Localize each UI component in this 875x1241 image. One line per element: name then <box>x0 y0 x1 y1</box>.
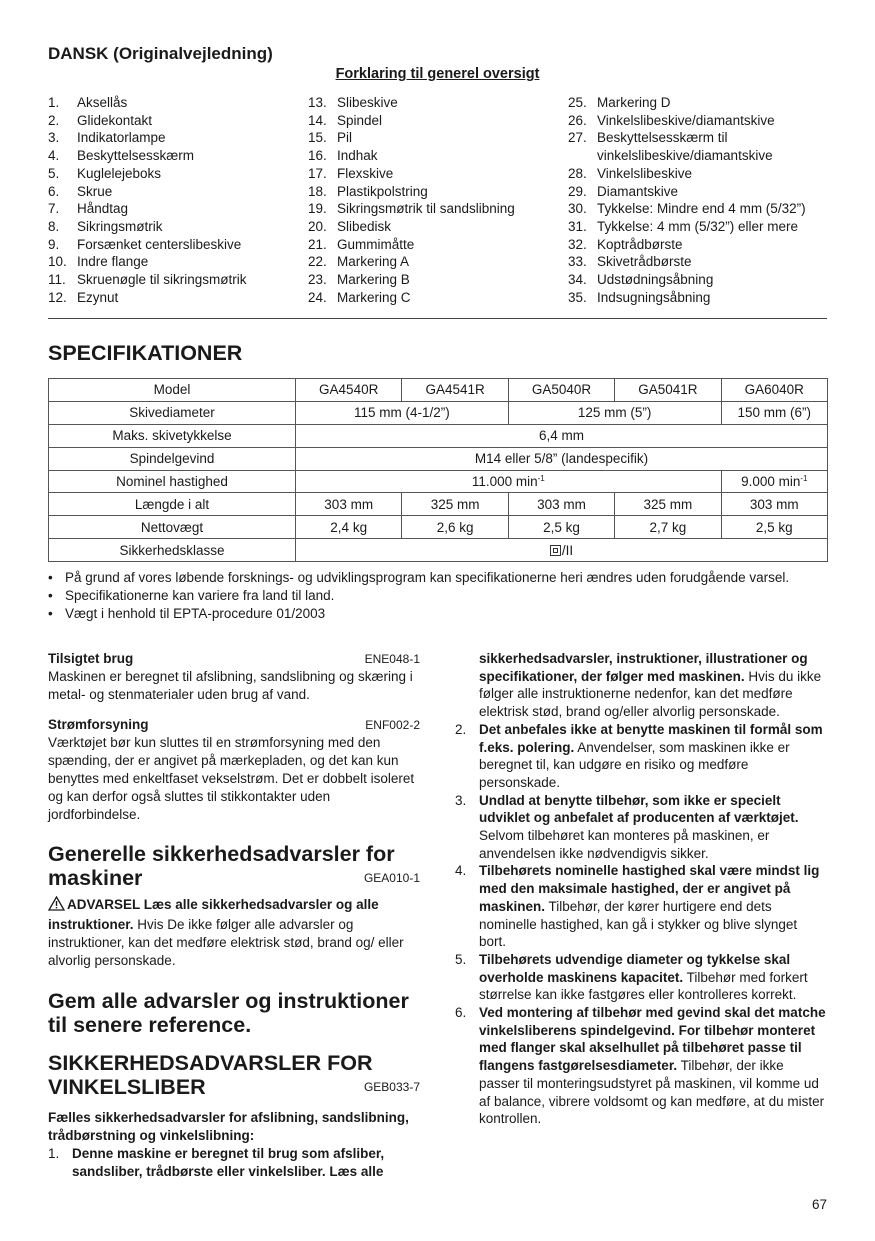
list-item: 19. Sikringsmøtrik til sandslibning <box>308 201 515 217</box>
list-item: 2. Glidekontakt <box>48 112 153 128</box>
list-item: 4. Tilbehørets nominelle hastighed skal være mindst lig med den maksimale hastighed, der er angivet på maskinen. Tilbehør, der kører hurtigere end dets nominelle hastighed, kan gå i stykker og blive slynget bort. <box>455 863 820 950</box>
list-item: 26. Vinkelslibeskive/diamantskive <box>568 112 775 128</box>
grinder-safety-heading: SIKKERHEDSADVARSLER FOR VINKELSLIBER GEB033-7 <box>48 1051 420 1099</box>
table-cell: 303 mm <box>508 493 614 516</box>
table-cell: GA5041R <box>615 379 721 402</box>
double-insulation-icon <box>550 545 561 556</box>
table-row <box>49 493 828 516</box>
table-cell: GA4541R <box>402 379 508 402</box>
table-cell: Model <box>49 379 296 402</box>
power-supply-text: Værktøjet bør kun sluttes til en strømforsyning med den spænding, der er angivet på mærkepladen, og det kan kun benyttes med enkeltfaset vekselstrøm. Det er dobbelt isoleret og kan derfor også sluttes til stikkontakter uden jordforbindelse. <box>48 735 415 822</box>
table-row <box>49 424 828 447</box>
table-cell: 325 mm <box>402 493 508 516</box>
general-warning: ADVARSEL Læs alle sikkerhedsadvarsler og alle instruktioner. Hvis De ikke følger alle advarsler og instruktioner, kan det medføre elektrisk stød, brand og/ eller alvorlig personskade. <box>48 897 404 968</box>
list-item: 11. Skruenøgle til sikringsmøtrik <box>48 272 247 288</box>
section-divider <box>48 318 827 319</box>
list-item: 23. Markering B <box>308 272 410 288</box>
list-item: 5. Tilbehørets udvendige diameter og tykkelse skal overholde maskinens kapacitet. Tilbehør med forkert størrelse kan ikke fastgøres eller kontrolleres korrekt. <box>455 951 808 1003</box>
table-cell: 325 mm <box>615 493 721 516</box>
list-item: 3. Indikatorlampe <box>48 130 166 146</box>
power-supply-section <box>48 716 420 824</box>
list-item: 14. Spindel <box>308 112 383 128</box>
safety-item-1-start: 1. Denne maskine er beregnet til brug som afsliber, sandsliber, trådbørste eller vinkelsliber. Læs alle <box>48 1146 385 1179</box>
list-item: 21. Gummimåtte <box>308 236 415 252</box>
table-cell: GA6040R <box>721 379 827 402</box>
table-row <box>49 539 828 562</box>
list-item: 16. Indhak <box>308 148 378 164</box>
list-item: 9. Forsænket centerslibeskive <box>48 236 242 252</box>
table-cell: M14 eller 5/8” (landespecifik) <box>296 447 828 470</box>
list-item: 22. Markering A <box>308 254 410 270</box>
list-item: 6. Skrue <box>48 183 113 199</box>
list-item: 8. Sikringsmøtrik <box>48 218 163 234</box>
list-item: 24. Markering C <box>308 289 411 305</box>
table-cell: 2,4 kg <box>296 516 402 539</box>
table-row <box>49 447 828 470</box>
intended-use-title: Tilsigtet brug <box>48 651 134 666</box>
list-item: 3. Undlad at benytte tilbehør, som ikke er specielt udviklet og anbefalet af producenten af værktøjet. Selvom tilbehøret kan monteres på maskinen, er anvendelsen ikke nødvendigvis sikker. <box>455 792 799 861</box>
table-cell: GA4540R <box>296 379 402 402</box>
table-cell: 150 mm (6”) <box>721 401 827 424</box>
intended-use-code: ENE048-1 <box>364 652 420 666</box>
list-item: 10. Indre flange <box>48 254 149 270</box>
table-cell: Skivediameter <box>49 401 296 424</box>
table-row <box>49 379 828 402</box>
overview-list-col1 <box>48 94 298 306</box>
table-cell: 2,6 kg <box>402 516 508 539</box>
spec-table <box>48 378 828 562</box>
table-cell: Nominel hastighed <box>49 470 296 493</box>
list-item: 18. Plastikpolstring <box>308 183 428 199</box>
list-item: • Specifikationerne kan variere fra land til land. <box>48 587 838 605</box>
list-item: • På grund af vores løbende forsknings- og udviklingsprogram kan specifikationerne heri ændres uden forudgående varsel. <box>48 569 838 587</box>
list-item: 25. Markering D <box>568 95 671 110</box>
grinder-safety-code: GEB033-7 <box>363 1080 420 1094</box>
table-row <box>49 401 828 424</box>
list-item: 4. Beskyttelsesskærm <box>48 148 195 164</box>
intended-use-text: Maskinen er beregnet til afslibning, sandslibning og skæring i metal- og stenmaterialer uden brug af vand. <box>48 669 413 702</box>
list-item: vinkelslibeskive/diamantskive <box>597 148 773 164</box>
list-item: 31. Tykkelse: 4 mm (5/32”) eller mere <box>568 218 799 234</box>
list-item: • Vægt i henhold til EPTA-procedure 01/2003 <box>48 605 838 623</box>
table-cell: 125 mm (5”) <box>508 401 721 424</box>
spec-notes <box>48 569 838 623</box>
table-cell: 2,7 kg <box>615 516 721 539</box>
list-item: 33. Skivetrådbørste <box>568 254 692 270</box>
list-item: 34. Udstødningsåbning <box>568 272 714 288</box>
table-cell: Nettovægt <box>49 516 296 539</box>
list-item: 17. Flexskive <box>308 165 394 181</box>
list-item: 7. Håndtag <box>48 201 129 217</box>
general-safety-code: GEA010-1 <box>363 871 420 885</box>
table-cell: Spindelgevind <box>49 447 296 470</box>
power-supply-title: Strømforsyning <box>48 717 149 732</box>
language-heading: DANSK (Originalvejledning) <box>48 44 273 63</box>
warning-icon <box>48 896 65 916</box>
table-cell: Maks. skivetykkelse <box>49 424 296 447</box>
table-cell: /II <box>296 539 828 562</box>
general-safety-heading: Generelle sikkerhedsadvarsler for maskiner GEA010-1 <box>48 842 420 890</box>
list-item: 27. Beskyttelsesskærm til <box>568 130 728 146</box>
table-cell: 6,4 mm <box>296 424 828 447</box>
list-item: 20. Slibedisk <box>308 218 392 234</box>
overview-list-col3 <box>568 94 833 306</box>
table-row <box>49 516 828 539</box>
table-row <box>49 470 828 493</box>
table-cell: 303 mm <box>721 493 827 516</box>
table-cell: 115 mm (4-1/2”) <box>296 401 509 424</box>
list-item: 15. Pil <box>308 130 353 146</box>
grinder-safety-intro: Fælles sikkerhedsadvarsler for afslibning, sandslibning, trådbørstning og vinkelslibning: <box>48 1110 409 1143</box>
list-item: 32. Koptrådbørste <box>568 236 683 252</box>
table-cell: 2,5 kg <box>508 516 614 539</box>
list-item: 12. Ezynut <box>48 289 119 305</box>
table-cell: 303 mm <box>296 493 402 516</box>
list-item: sikkerhedsadvarsler, instruktioner, illustrationer og specifikationer, der følger med maskinen. Hvis du ikke følger alle instruktionerne nedenfor, kan det medføre elektrisk stød, brand og/eller alvorlig personskade. <box>479 651 822 720</box>
table-cell: GA5040R <box>508 379 614 402</box>
table-cell: Længde i alt <box>49 493 296 516</box>
list-item: 1. Aksellås <box>48 95 128 110</box>
table-cell: 2,5 kg <box>721 516 827 539</box>
list-item: 30. Tykkelse: Mindre end 4 mm (5/32”) <box>568 201 806 217</box>
intended-use-section <box>48 650 420 704</box>
list-item: 28. Vinkelslibeskive <box>568 165 693 181</box>
page-number: 67 <box>812 1197 828 1212</box>
table-cell: 9.000 $\min^{-1}$ <box>721 470 827 493</box>
overview-list-col2 <box>308 94 558 306</box>
overview-title: Forklaring til generel oversigt <box>335 66 540 82</box>
specs-heading: SPECIFIKATIONER <box>48 341 243 365</box>
list-item: 13. Slibeskive <box>308 95 398 110</box>
table-cell: Sikkerhedsklasse <box>49 539 296 562</box>
list-item: 2. Det anbefales ikke at benytte maskinen til formål som f.eks. polering. Anvendelser, som maskinen ikke er beregnet til, kan udgøre en risiko og medføre personskade. <box>455 721 823 790</box>
list-item: 6. Ved montering af tilbehør med gevind skal det matche vinkelsliberens spindelgevind. For tilbehør monteret med flanger skal akselhullet på tilbehøret passe til flangens fastgørelsesdiameter. Tilbehør, der ikke passer til monteringsudstyret på maskinen, vil komme ud af balance, vibrere voldsomt og kan medføre, at du mister kontrollen. <box>455 1005 826 1127</box>
list-item: 5. Kuglelejeboks <box>48 165 162 181</box>
list-item: 29. Diamantskive <box>568 183 679 199</box>
power-supply-code: ENF002-2 <box>365 718 420 732</box>
safety-list <box>455 650 827 1128</box>
table-cell: 11.000 $\min^{-1}$ <box>296 470 722 493</box>
list-item: 35. Indsugningsåbning <box>568 289 711 305</box>
save-instructions-heading: Gem alle advarsler og instruktioner til senere reference. <box>48 989 409 1037</box>
